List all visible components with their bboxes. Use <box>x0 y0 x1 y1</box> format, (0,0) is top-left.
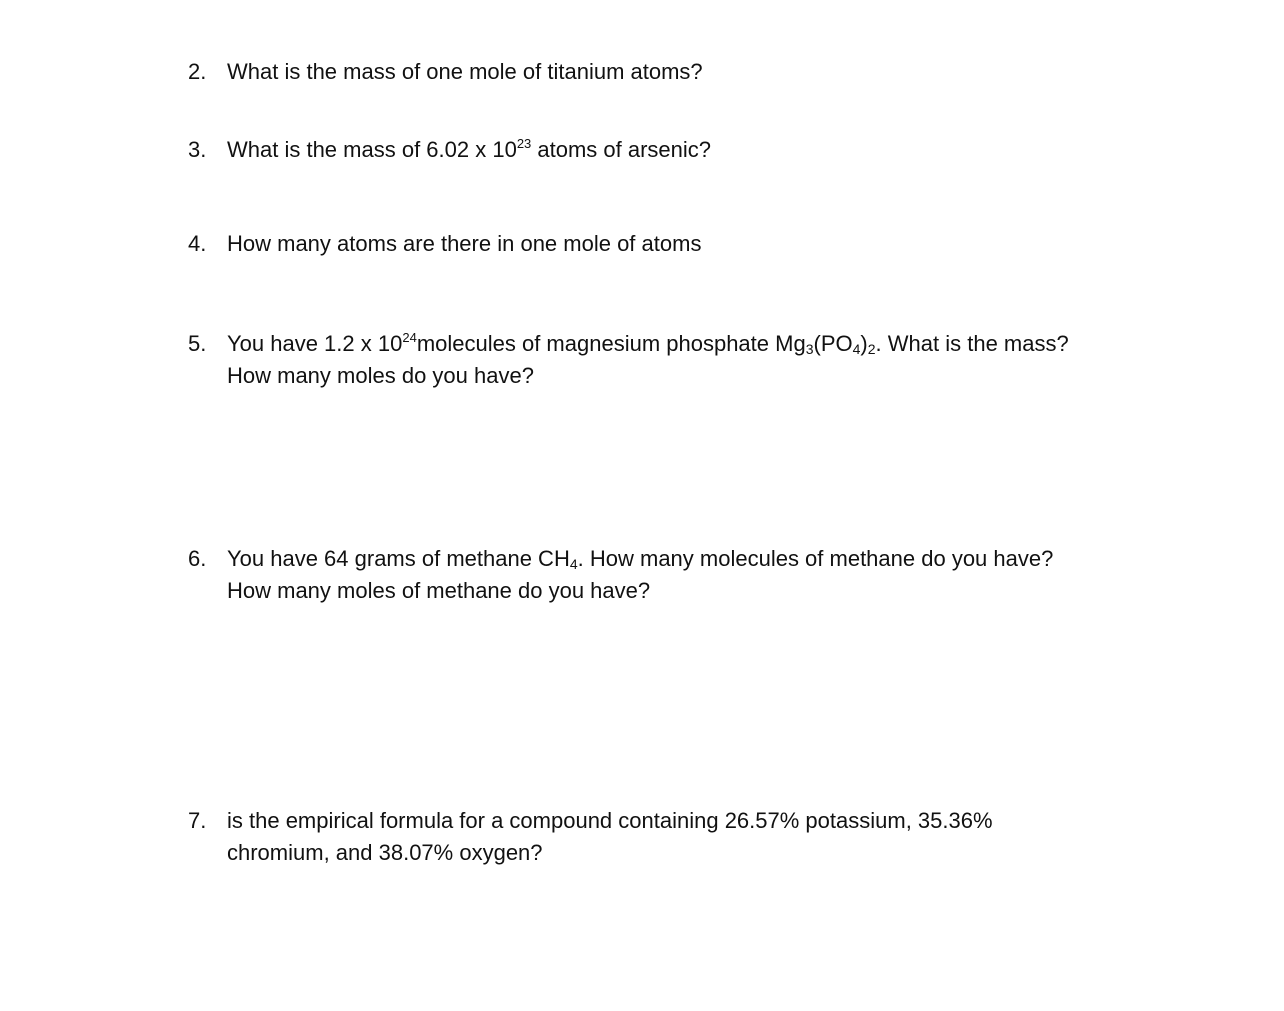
question-number: 4. <box>188 231 207 256</box>
question-6 <box>188 543 1148 607</box>
question-7 <box>188 805 1148 869</box>
question-number: 2. <box>188 59 207 84</box>
question-text: How many atoms are there in one mole of atoms <box>227 231 702 256</box>
question-text: is the empirical formula for a compound containing 26.57% potassium, 35.36% <box>227 808 993 833</box>
question-text-line2: How many moles of methane do you have? <box>227 578 651 603</box>
subscript: 4 <box>569 556 578 572</box>
exponent: 23 <box>516 136 532 151</box>
question-text: What is the mass of 6.02 x $10^{23}$ atoms of arsenic? <box>227 136 712 162</box>
question-2 <box>188 56 1148 88</box>
question-text-line2: How many moles do you have? <box>227 363 534 388</box>
subscript: 2 <box>867 341 876 357</box>
question-text: What is the mass of one mole of titanium atoms? <box>227 59 703 84</box>
question-3 <box>188 134 1148 166</box>
question-number: 5. <box>188 331 207 356</box>
question-text: You have 1.2 x $10^{24}molecules$ of magnesium phosphate $Mg_3(PO_4)_2$. What is the mass? <box>227 330 1069 357</box>
question-text-line2: chromium, and 38.07% oxygen? <box>227 840 543 865</box>
question-5 <box>188 328 1148 392</box>
question-4 <box>188 228 1148 260</box>
question-number: 6. <box>188 546 207 571</box>
question-text: You have 64 grams of methane $CH_4$. How many molecules of methane do you have? <box>227 546 1054 572</box>
subscript: 4 <box>852 341 861 357</box>
question-number: 3. <box>188 137 207 162</box>
subscript: 3 <box>805 341 814 357</box>
question-number: 7. <box>188 808 207 833</box>
exponent: 24 <box>402 330 417 345</box>
